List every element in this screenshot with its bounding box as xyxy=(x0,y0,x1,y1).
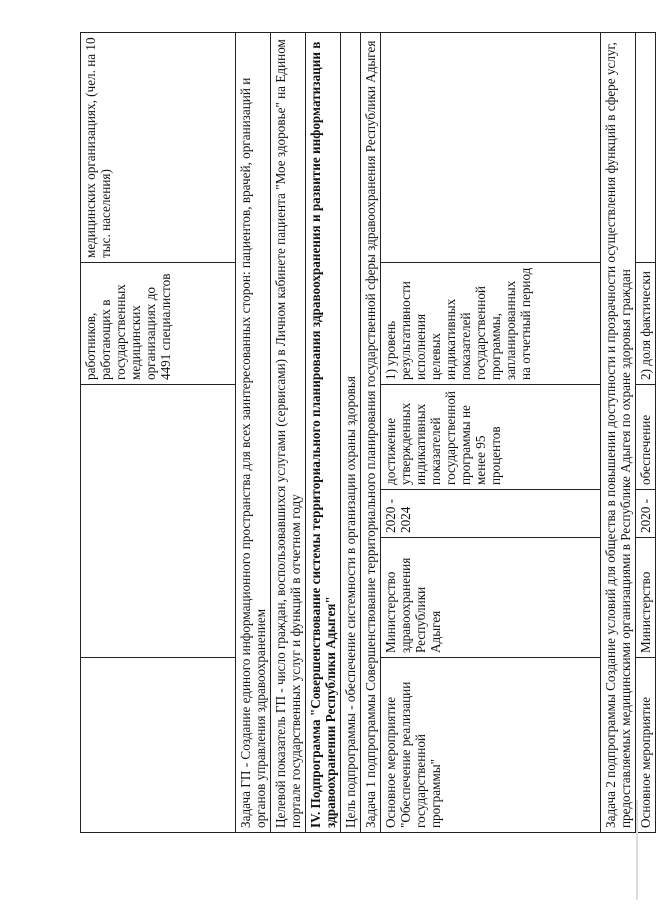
scan-edge xyxy=(636,800,638,900)
activity-executor: Министерство здравоохранения Республики Адыгея xyxy=(383,557,443,653)
table-cell xyxy=(636,385,656,490)
task-gp-text: Задача ГП - Создание единого информационного пространства для всех заинтересованных сторон: пациентов, врачей, организаций и органов управления здравоохранением xyxy=(238,77,268,828)
cell-text: работников, работающих в государственных медицинских организациях до 4491 специалистов xyxy=(83,273,173,380)
last-row-period: 2020 - xyxy=(638,498,653,533)
table-row xyxy=(341,33,361,833)
table-row xyxy=(381,33,601,833)
subprogram-goal-text: Цель подпрограммы - обеспечение системности в организации охраны здоровья xyxy=(343,376,358,828)
cell-text: медицинских организациях, (чел. на 10 тыс. населения) xyxy=(83,37,113,258)
table-cell xyxy=(636,538,656,658)
target-indicator-cell xyxy=(271,33,306,833)
table-cell xyxy=(81,263,236,385)
subprogram-title-cell xyxy=(306,33,341,833)
table-row xyxy=(601,33,636,833)
table-row xyxy=(636,33,656,833)
table-row xyxy=(271,33,306,833)
last-row-result: обеспечение xyxy=(638,414,653,485)
subprogram-goal-cell xyxy=(341,33,361,833)
table-cell xyxy=(381,538,601,658)
program-table xyxy=(80,32,656,833)
table-row xyxy=(306,33,341,833)
table-cell xyxy=(381,490,601,538)
activity-name: Основное мероприятие "Обеспечение реализации государственной программы" xyxy=(383,681,443,828)
table-cell xyxy=(381,33,601,263)
activity-indicator: 1) уровень результативности исполнения целевых индикативных показателей государственной программы, запланированных на отчетный период xyxy=(383,267,533,380)
table-cell xyxy=(81,385,236,658)
table-cell xyxy=(381,658,601,833)
target-indicator-text: Целевой показатель ГП - число граждан, воспользовавшихся услугами (сервисами) в Личном кабинете пациента "Мое здоровье" на Едином портале государственных услуг и функций в отчетном году xyxy=(273,39,303,828)
activity-result: достижение утвержденных индикативных показателей государственной программы не менее 95 процентов xyxy=(383,391,503,485)
table-cell xyxy=(636,33,656,263)
last-row-indicator: 2) доля фактически xyxy=(638,271,653,380)
activity-period: 2020 - 2024 xyxy=(383,498,413,533)
table-cell xyxy=(81,658,236,833)
last-row-name: Основное мероприятие xyxy=(638,696,653,828)
table-cell xyxy=(636,263,656,385)
table-row xyxy=(361,33,381,833)
table-cell xyxy=(636,490,656,538)
subprogram-title-text: IV. Подпрограмма "Совершенствование системы территориального планирования здравоохранения и развитие информатизации в здравоохранении Республики Адыгея" xyxy=(308,41,338,828)
task-gp-cell xyxy=(236,33,271,833)
table-cell xyxy=(381,263,601,385)
table-cell xyxy=(381,385,601,490)
table-cell xyxy=(81,33,236,263)
task2-text: Задача 2 подпрограммы Создание условий для общества в повышении доступности и прозрачности осуществления функций в сфере услуг, предоставляемых медицинскими организациями в Республике Адыгея по охране здоровья граждан xyxy=(603,42,633,828)
last-row-executor: Министерство xyxy=(638,571,653,653)
task2-cell xyxy=(601,33,636,833)
table-cell xyxy=(636,658,656,833)
task1-text: Задача 1 подпрограммы Совершенствование территориального планирования государственной сферы здравоохранения Республики Адыгея xyxy=(363,40,378,828)
table-row xyxy=(81,33,236,833)
table-row xyxy=(236,33,271,833)
task1-cell xyxy=(361,33,381,833)
